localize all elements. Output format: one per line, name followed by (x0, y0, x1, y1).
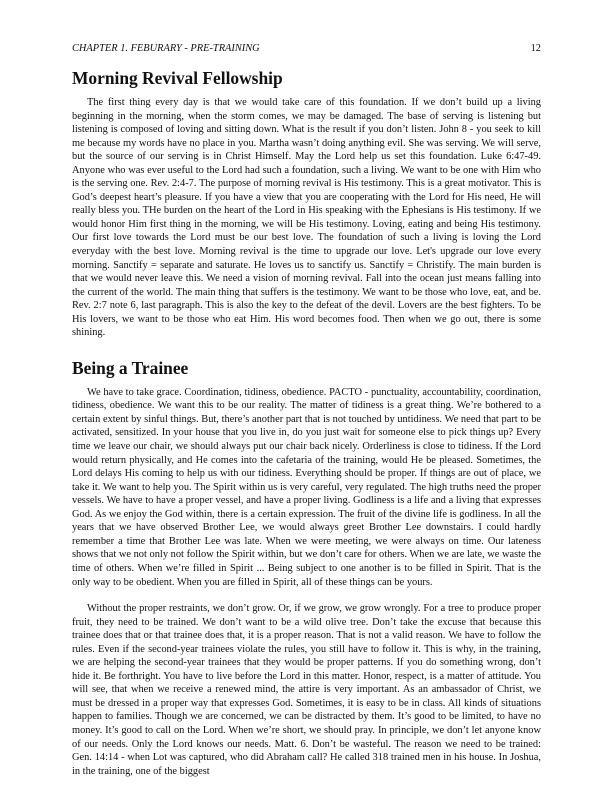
running-header (72, 42, 541, 56)
section-heading-morning-revival: Morning Revival Fellowship (72, 68, 283, 88)
section-heading-being-a-trainee: Being a Trainee (72, 357, 189, 378)
document-page (72, 42, 541, 778)
paragraph: The first thing every day is that we would take care of this foundation. If we don’t build up a living beginning in the morning, when the storm comes, we may be damaged. The base of serving is listening but listening is composed of loving and sitting down. What is the result if you don’t listen. John 8 - you seek to kill me because my words have no place in you. Martha wasn’t doing anything evil. She was serving. We will serve, but the source of our serving is in Christ Himself. May the Lord help us set this foundation. Luke 6:47-49. Anyone who was ever useful to the Lord had such a foundation, such a living. We want to be one with Him who is the serving one. Rev. 2:4-7. The purpose of morning revival is His testimony. This is a great motivator. This is God’s deepest heart’s pleasure. If you have a view that you are cooperating with the Lord for His need, He will really bless you. THe burden on the heart of the Lord in His speaking with the Ephesians is His testimony. If we would honor Him first thing in the morning, we will be His testimony. Loving, eating and being His testimony. Our first love towards the Lord must be our best love. The foundation of such a living is loving the Lord everyday with the best love. Morning revival is the time to upgrade our love. Let's upgrade our love every morning. Sanctify = separate and saturate. He loves us to sanctify us. Sanctify = Christify. The main burden is that we would never leave this. We need a vision of morning revival. Fall into the ocean just means falling into the current of the world. The main thing that suffers is the testimony. We want to be those who love, eat, and be. Rev. 2:7 note 6, last paragraph. This is also the key to the defeat of the devil. Lovers are the best fighters. To be His lovers, we want to be those who eat Him. His word becomes food. Then when we go out, there is some shining. (72, 97, 541, 339)
page-number: 12 (530, 43, 541, 54)
paragraph: Without the proper restraints, we don’t grow. Or, if we grow, we grow wrongly. For a tree to produce proper fruit, they need to be trained. We don’t want to be a wild olive tree. Don’t take the excuse that because this trainee does that or that trainee does that, it is a proper reason. That is not a valid reason. We have to follow the rules. Even if the second-year trainees violate the rules, you still have to follow it. This is why, in the training, we are helping the second-year trainees that they would be proper patterns. If you do something wrong, don’t hide it. Be forthright. You have to live before the Lord in this matter. Honor, respect, is a matter of attitude. You will see, that when we receive a renewed mind, the attire is very important. As an ambassador of Christ, we must be dressed in a proper way that expresses God. Sometimes, it is easy to be in class. All kinds of situations happen to families. Though we are concerned, we can be distracted by them. It’s good to be limited, to have no money. It’s good to call on the Lord. When we’re short, we should pray. In principle, we don’t let anyone know of our needs. Only the Lord knows our needs. Matt. 6. Don’t be wasteful. The reason we need to be trained: Gen. 14:14 - when Lot was captured, who did Abraham call? He called 318 trained men in his house. In Joshua, in the training, one of the biggest (72, 603, 541, 777)
chapter-title: CHAPTER 1. FEBURARY - PRE-TRAINING (72, 43, 260, 54)
paragraph: We have to take grace. Coordination, tidiness, obedience. PACTO - punctuality, accountability, coordination, tidiness, obedience. We want this to be our reality. The matter of tidiness is a great thing. We’re bothered to a certain extent by sinful things. But, there’s another part that is not touched by untidiness. We need that part to be activated, sensitized. In your house that you live in, do you just wait for someone else to pick things up? Every time we leave our chair, we should always put our chair back nicely. Orderliness is close to tidiness. If the Lord would return physically, and He comes into the cafetaria of the training, would He be pleased. Sometimes, the Lord delays His coming to help us with our tidiness. Everything should be proper. If things are out of place, we take it. We want to help you. The Spirit within us is very careful, very regulated. The high truths need the proper vessels. We have to have a proper vessel, and have a proper living. Godliness is a life and a living that expresses God. As we enjoy the God within, there is a certain expression. The fruit of the divine life is godliness. In all the years that we have observed Brother Lee, we would always greet Brother Lee downstairs. I could hardly remember a time that Brother Lee was late. When we were meeting, we were always on time. Our lateness shows that we not only not follow the Spirit within, but we don’t care for others. When we are late, we waste the time of others. When we’re filled in Spirit ... Being subject to one another is to be filled in Spirit. That is the only way to be obedient. When you are filled in Spirit, all of these things can be yours. (72, 386, 541, 588)
